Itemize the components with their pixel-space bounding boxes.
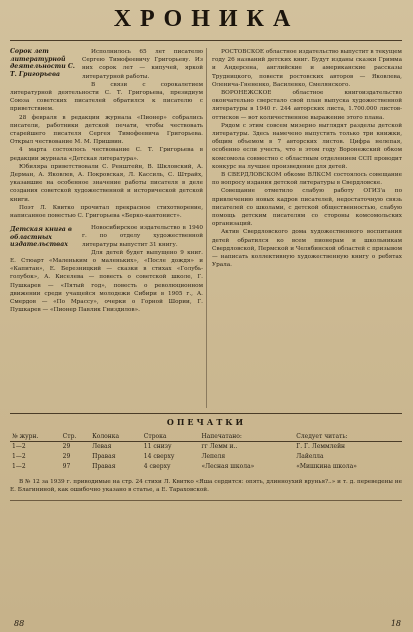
right-column (212, 48, 402, 269)
top-divider (10, 40, 402, 41)
page-number-right: 18 (390, 619, 401, 628)
errata-divider (10, 413, 402, 414)
section-heading-regional-publishers: Детская книга в областных издательствах (10, 226, 72, 249)
paragraph: Исполнилось 65 лет писателю Сергею Тимофеевичу Григорьеву. Из них сорок лет — кипучей, яркой литературной работы. (82, 49, 203, 80)
errata-cell: Лайелла (296, 453, 324, 460)
errata-header: № журн. (10, 433, 61, 442)
left-column (10, 48, 203, 315)
errata-cell: 97 (62, 463, 71, 470)
errata-cell: «Лесная школа» (201, 463, 255, 470)
errata-cell: 4 сверху (143, 463, 171, 470)
errata-cell: Правая (92, 463, 116, 470)
paragraph: Актив Свердловского дома художественного воспитания детей обратился ко всем пионерам и школьникам Свердловской, Пермской и Челябинской областей с призывом — написать коллективную художественную книгу о ребятах Урала. (212, 229, 402, 269)
errata-cell: Г. Г. Леммлейн (296, 443, 346, 450)
errata-header: Следует читать: (294, 433, 402, 442)
section-heading-anniversary: Сорок лет литературной деятельности С. Т. Григорьева (10, 48, 75, 78)
paragraph: В связи с сорокалетием литературной деятельности С. Т. Григорьева, президиум Союза советских писателей обратился к писателю с приветствием. (10, 81, 203, 113)
paragraph: Совещание отметило слабую работу ОГИЗ'а по привлечению новых кадров писателей, недостаточную связь писателей со школами, с детской общественностью, слабую помощь детским писателям со стороны комсомольских организаций. (212, 188, 402, 228)
errata-header-row (10, 433, 402, 442)
errata-cell: 1—2 (12, 463, 26, 470)
paragraph: Рядом с этим совсем мизерно выглядят разделы детской литературы. Здесь намечено выпустить только три книжки, общим объемом в 7 авторских листов. Цифра нелепая, особенно если учесть, что в этом году Воронежский обком комсомола совместно с областным отделением ССП проводит конкурс на лучшее произведение для детей. (212, 122, 402, 170)
errata-header: Строка (142, 433, 200, 442)
footer-divider (10, 500, 402, 501)
errata-row (10, 442, 402, 453)
errata-note (10, 478, 402, 494)
errata-row (10, 462, 402, 472)
errata-header: Стр. (61, 433, 90, 442)
paragraph: Юбиляра приветствовали С. Ренштейн, В. Шкловский, А. Дерман, А. Яковлев, А. Покровская, Л. Кассиль, С. Штрайх, указавшие на особенное значение работы писателя в деле создания советской художественной и исторической детской книги. (10, 163, 203, 203)
errata-row (10, 452, 402, 462)
paragraph: Новосибирское издательство в 1940 г. по отделу художественной литературы выпустит 31 книгу. (82, 225, 203, 248)
errata-cell: 1—2 (12, 443, 26, 450)
paragraph: В СВЕРДЛОВСКОМ обкоме ВЛКСМ состоялось совещание по вопросу издания детской литературы в Свердловске. (212, 172, 402, 187)
paragraph: 28 февраля в редакции журнала «Пионер» собрались писатели, работники детской печати, чтобы чествовать старейшего писателя Сергея Тимофеевича Григорьева. Открыл чествование М. М. Пришвин. (10, 114, 203, 146)
errata-cell: Правая (92, 453, 116, 460)
errata-table (10, 433, 402, 472)
errata-cell: «Мишкина школа» (296, 463, 357, 470)
page-number-left: 88 (14, 619, 25, 628)
paragraph: ВОРОНЕЖСКОЕ областное книгоиздательство окончательно сверстало свой план выпуска художественной литературы в 1940 г. 244 авторских листа, 1.700.000 листов-оттисков — вот количественное выражение этого плана. (212, 90, 402, 121)
errata-note-text: В № 12 за 1939 г. приводимые на стр. 24 стихи Л. Квитко «Яша сердится: опять, длинноухий врунья?..» и т. д. переведены не Е. Благининой, как ошибочно указано в статье, а Е. Тараховской. (10, 479, 402, 493)
errata-header: Напечатано: (199, 433, 294, 442)
errata-cell: 1—2 (12, 453, 26, 460)
column-divider (206, 48, 207, 408)
errata-title: ОПЕЧАТКИ (166, 417, 247, 427)
errata-cell: гг Лемм и.. (201, 443, 238, 450)
errata-header: Колонка (90, 433, 142, 442)
errata-cell: Левая (92, 443, 112, 450)
paragraph: Для детей будет выпущено 9 книг. Е. Стюарт «Маленьким о маленьких», «После дождя» и «Капитан», Е. Березницкий — сказки в стихах «Голубь-голубок», А. Киселева — повесть о советской школе, Г. Пушкарев — «Пятый год», повесть о революционном движении среди учащейся молодежи Сибири в 1905 г., А. Смердов — «По Мрассу», очерки о Горной Шории, Г. Пушкарев — «Пионер Павлик Гниздилов». (10, 249, 203, 314)
paragraph: Поэт Л. Квитко прочитал прекрасное стихотворение, написанное повестью С. Григорьева «Берко-кантонист». (10, 204, 203, 220)
paragraph: 4 марта состоялось чествование С. Т. Григорьева в редакции журнала «Детская литература». (10, 147, 203, 162)
paragraph: РОСТОВСКОЕ областное издательство выпустит в текущем году 26 названий детских книг. Будут изданы сказки Гримма и Андерсена, английские и американские рассказы Трудницкого, повести ростовских авторов — Яковлева, Оленича-Гнененко, Василенко, Смелянского. (212, 49, 402, 88)
errata-cell: 14 сверху (143, 453, 175, 460)
page-title: ХРОНИКА (113, 6, 300, 32)
errata-cell: Лепеля (201, 453, 226, 460)
errata-cell: 11 снизу (143, 443, 172, 450)
errata-cell: 29 (62, 453, 71, 460)
errata-cell: 29 (62, 443, 71, 450)
